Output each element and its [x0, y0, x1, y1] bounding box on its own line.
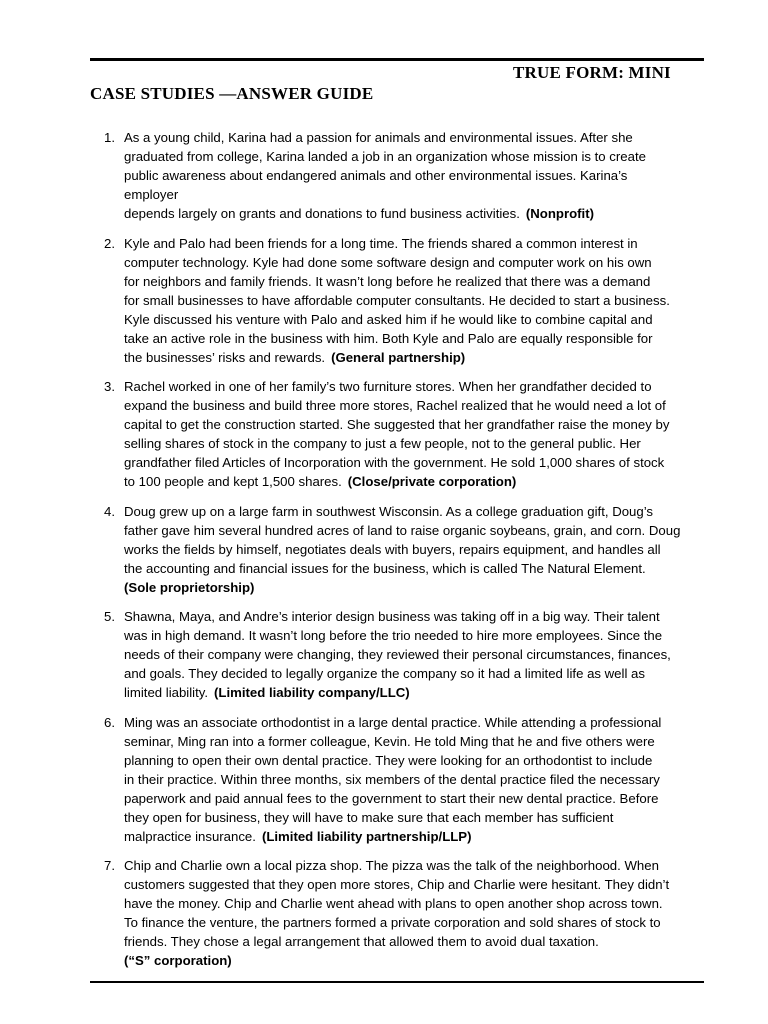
- case-final-line: [124, 348, 704, 367]
- case-text-line: capital to get the construction started. She suggested that her grandfather raise the money by: [124, 417, 670, 432]
- case-text-line: for small businesses to have affordable computer consultants. He decided to start a business.: [124, 292, 670, 308]
- case-number: 1.: [104, 130, 115, 145]
- case-answer: (Limited liability partnership/LLP): [261, 828, 472, 844]
- case-study-item: [104, 713, 704, 846]
- case-final-line: [124, 683, 704, 702]
- case-text-line: customers suggested that they open more stores, Chip and Charlie were hesitant. They didn’t: [124, 877, 670, 892]
- case-study-list: [104, 128, 704, 981]
- case-number: 5.: [104, 609, 115, 624]
- case-text: [124, 502, 704, 597]
- case-answer: (Sole proprietorship): [124, 579, 255, 595]
- case-final-line: [124, 951, 704, 970]
- case-text-line: To finance the venture, the partners formed a private corporation and sold shares of stock to: [124, 915, 661, 930]
- case-study-item: [104, 856, 704, 970]
- form-label: TRUE FORM: MINI: [513, 63, 671, 82]
- case-study-item: [104, 234, 704, 367]
- case-text-line: to 100 people and kept 1,500 shares.: [124, 474, 342, 489]
- case-text: [124, 234, 704, 367]
- case-text: [124, 128, 704, 223]
- case-answer: (Limited liability company/LLC): [214, 685, 410, 700]
- case-text-line: friends. They chose a legal arrangement that allowed them to avoid dual taxation.: [124, 934, 599, 949]
- case-text-line: needs of their company were changing, they reviewed their personal circumstances, finances,: [124, 647, 671, 662]
- case-study-item: [104, 377, 704, 491]
- case-text-line: paperwork and paid annual fees to the government to start their new dental practice. Before: [124, 790, 659, 806]
- case-answer: (Nonprofit): [525, 206, 594, 221]
- case-text-line: the accounting and financial issues for the business, which is called The Natural Element.: [124, 560, 646, 576]
- case-text-line: As a young child, Karina had a passion for animals and environmental issues. After she: [124, 130, 633, 145]
- case-study-item: [104, 502, 704, 597]
- case-text-line: employer: [124, 187, 179, 202]
- case-number: 6.: [104, 714, 115, 730]
- case-text-line: they open for business, they will have to make sure that each member has sufficient: [124, 809, 614, 825]
- case-number: 7.: [104, 858, 115, 873]
- case-text-line: Kyle discussed his venture with Palo and asked him if he would like to combine capital and: [124, 311, 653, 327]
- case-number: 2.: [104, 235, 115, 251]
- page-title: CASE STUDIES —ANSWER GUIDE: [90, 84, 374, 103]
- case-number: 4.: [104, 503, 115, 519]
- case-text-line: in their practice. Within three months, six members of the dental practice filed the necessary: [124, 771, 660, 787]
- case-text: [124, 607, 704, 702]
- case-text-line: computer technology. Kyle had done some software design and computer work on his own: [124, 254, 652, 270]
- case-text-line: Chip and Charlie own a local pizza shop. The pizza was the talk of the neighborhood. When: [124, 858, 659, 873]
- bottom-rule: [90, 981, 704, 983]
- case-text-line: seminar, Ming ran into a former colleague, Kevin. He told Ming that he and five others were: [124, 733, 655, 749]
- case-text-line: take an active role in the business with him. Both Kyle and Palo are equally responsible for: [124, 330, 653, 346]
- case-text-line: Ming was an associate orthodontist in a large dental practice. While attending a professional: [124, 714, 662, 730]
- case-text-line: works the fields by himself, negotiates deals with buyers, repairs equipment, and handles all: [124, 541, 661, 557]
- case-answer: (“S” corporation): [124, 953, 232, 968]
- case-text-line: selling shares of stock in the company to just a few people, not to the general public. Her: [124, 436, 641, 451]
- case-study-item: [104, 607, 704, 702]
- case-text-line: planning to open their own dental practice. They were looking for an orthodontist to include: [124, 752, 653, 768]
- case-text-line: was in high demand. It wasn’t long before the trio needed to hire more employees. Since the: [124, 628, 663, 643]
- case-text-line: the businesses’ risks and rewards.: [124, 349, 326, 365]
- case-final-line: [124, 472, 704, 491]
- case-answer: (General partnership): [331, 349, 466, 365]
- case-number: 3.: [104, 379, 115, 394]
- case-text-line: expand the business and build three more stores, Rachel realized that he would need a lot of: [124, 398, 666, 413]
- case-text-line: malpractice insurance.: [124, 828, 256, 844]
- case-final-line: [124, 827, 704, 846]
- case-text-line: have the money. Chip and Charlie went ahead with plans to open another shop across town.: [124, 896, 663, 911]
- case-text-line: graduated from college, Karina landed a job in an organization whose mission is to create: [124, 149, 646, 164]
- case-text-line: Kyle and Palo had been friends for a long time. The friends shared a common interest in: [124, 235, 638, 251]
- case-final-line: [124, 204, 704, 223]
- case-text-line: grandfather filed Articles of Incorporation with the government. He sold 1,000 shares of stock: [124, 455, 665, 470]
- case-text-line: for neighbors and family friends. It wasn’t long before he realized that there was a demand: [124, 273, 651, 289]
- case-text-line: father gave him several hundred acres of land to raise organic soybeans, grain, and corn. Doug: [124, 522, 681, 538]
- case-text: [124, 713, 704, 846]
- case-text: [124, 856, 704, 970]
- case-text-line: depends largely on grants and donations to fund business activities.: [124, 206, 520, 221]
- case-text-line: public awareness about endangered animals and other environmental issues. Karina’s: [124, 168, 628, 183]
- top-rule: [90, 58, 704, 61]
- case-text-line: Doug grew up on a large farm in southwest Wisconsin. As a college graduation gift, Doug’s: [124, 503, 654, 519]
- case-answer: (Close/private corporation): [347, 474, 517, 489]
- case-study-item: [104, 128, 704, 223]
- case-text: [124, 377, 704, 491]
- case-text-line: Shawna, Maya, and Andre’s interior design business was taking off in a big way. Their talent: [124, 609, 660, 624]
- case-text-line: limited liability.: [124, 685, 209, 700]
- case-final-line: [124, 578, 704, 597]
- case-text-line: Rachel worked in one of her family’s two furniture stores. When her grandfather decided to: [124, 379, 652, 394]
- case-text-line: and goals. They decided to legally organize the company so it had a limited life as well as: [124, 666, 645, 681]
